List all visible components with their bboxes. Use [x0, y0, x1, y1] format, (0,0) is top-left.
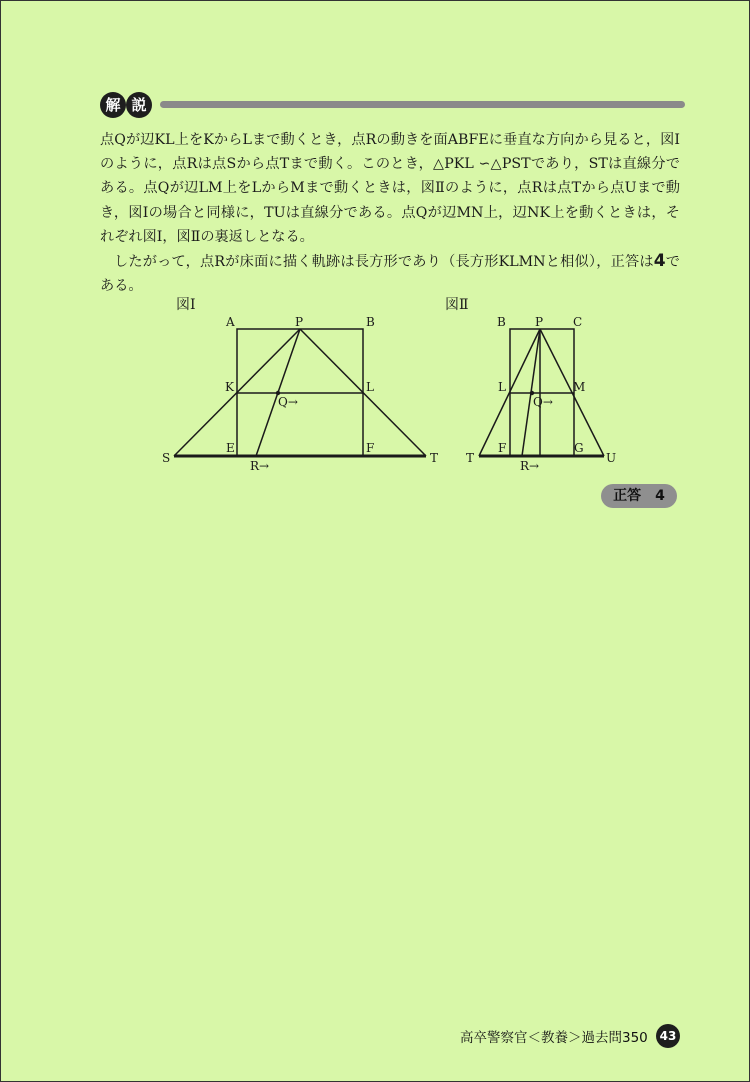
page-footer	[460, 1024, 690, 1050]
answer-box: 正答 4	[601, 484, 677, 508]
paragraph-2-text: したがって，点Rが床面に描く軌跡は長方形であり（長方形KLMNと相似），正答は	[114, 254, 654, 271]
label-L: L	[366, 380, 374, 394]
label-C: C	[573, 315, 583, 329]
label-R: R→	[520, 459, 540, 473]
label-F: F	[498, 441, 507, 455]
label-B: B	[366, 315, 375, 329]
label-K: K	[225, 380, 234, 394]
label-T: T	[466, 451, 475, 465]
label-U: U	[606, 451, 617, 465]
label-M: M	[573, 380, 586, 394]
page-number: 43	[656, 1024, 680, 1048]
label-Q: Q→	[278, 395, 298, 409]
figure-2-diagram	[460, 310, 630, 480]
paragraph-2	[100, 249, 680, 298]
label-Q: Q→	[533, 395, 553, 409]
figure-2-title: 図Ⅱ	[445, 297, 469, 313]
label-T: T	[430, 451, 439, 465]
answer-digit-inline: 4	[653, 251, 666, 272]
figure-1-title: 図Ⅰ	[176, 297, 196, 313]
label-E: E	[226, 441, 235, 455]
badge-char-2: 説	[126, 92, 152, 118]
figure-1-diagram	[150, 310, 450, 480]
section-header	[100, 92, 685, 118]
explanation-text	[100, 128, 680, 298]
label-B: B	[497, 315, 506, 329]
label-L: L	[498, 380, 506, 394]
label-A: A	[226, 315, 235, 329]
label-P: P	[295, 315, 304, 329]
label-P: P	[535, 315, 544, 329]
header-rule	[160, 101, 685, 108]
label-S: S	[162, 451, 171, 465]
kaisetsu-badge	[100, 92, 158, 118]
label-R: R→	[250, 459, 270, 473]
label-F: F	[366, 441, 375, 455]
badge-char-1: 解	[100, 92, 126, 118]
label-G: G	[574, 441, 584, 455]
paragraph-1: 点Qが辺KL上をKからLまで動くとき，点Rの動きを面ABFEに垂直な方向から見ると，図Ⅰのように，点Rは点Sから点Tまで動く。このとき，△PKL ∽△PSTであり，STは直線分である。点Qが辺LM上をLからMまで動くときは，図Ⅱのように，点Rは点Tから点Uまで動き，図Ⅰの場合と同様に，TUは直線分である。点Qが辺MN上，辺NK上を動くときは，それぞれ図Ⅰ，図Ⅱの裏返しとなる。	[100, 132, 680, 245]
paragraph-2-end: である。	[100, 254, 680, 295]
book-title: 高卒警察官＜教養＞過去問350	[460, 1030, 648, 1046]
